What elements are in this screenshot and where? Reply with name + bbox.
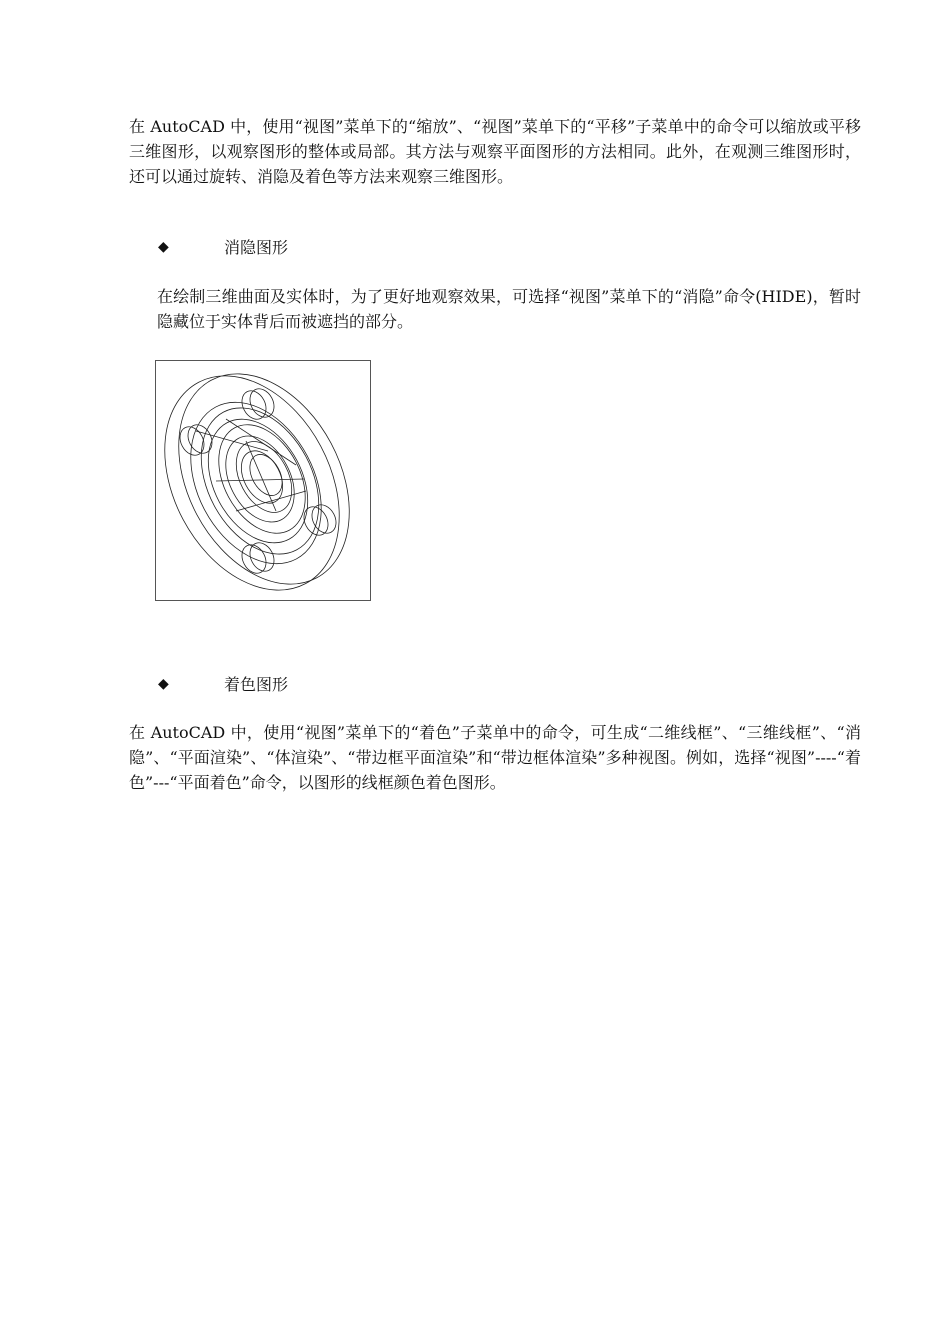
wireframe-flange-figure — [155, 360, 371, 601]
hide-paragraph: 在绘制三维曲面及实体时，为了更好地观察效果，可选择“视图”菜单下的“消隐”命令(HIDE)，暂时隐藏位于实体背后而被遮挡的部分。 — [157, 287, 861, 331]
bullet-hide — [158, 235, 288, 260]
intro-paragraph: 在 AutoCAD 中，使用“视图”菜单下的“缩放”、“视图”菜单下的“平移”子菜单中的命令可以缩放或平移三维图形，以观察图形的整体或局部。其方法与观察平面图形的方法相同。此外，在观测三维图形时，还可以通过旋转、消隐及着色等方法来观察三维图形。 — [129, 117, 861, 186]
bullet-hide-label: 消隐图形 — [224, 238, 289, 257]
shade-paragraph: 在 AutoCAD 中，使用“视图”菜单下的“着色”子菜单中的命令，可生成“二维线框”、“三维线框”、“消隐”、“平面渲染”、“体渲染”、“带边框平面渲染”和“带边框体渲染”多种视图。例如，选择“视图”----“着色”---“平面着色”命令，以图形的线框颜色着色图形。 — [129, 723, 861, 792]
wireframe-flange-icon — [156, 361, 370, 600]
bullet-shade — [158, 672, 288, 697]
bullet-shade-label: 着色图形 — [224, 675, 289, 694]
diamond-bullet-icon: ◆ — [158, 239, 169, 255]
diamond-bullet-icon: ◆ — [158, 676, 169, 692]
